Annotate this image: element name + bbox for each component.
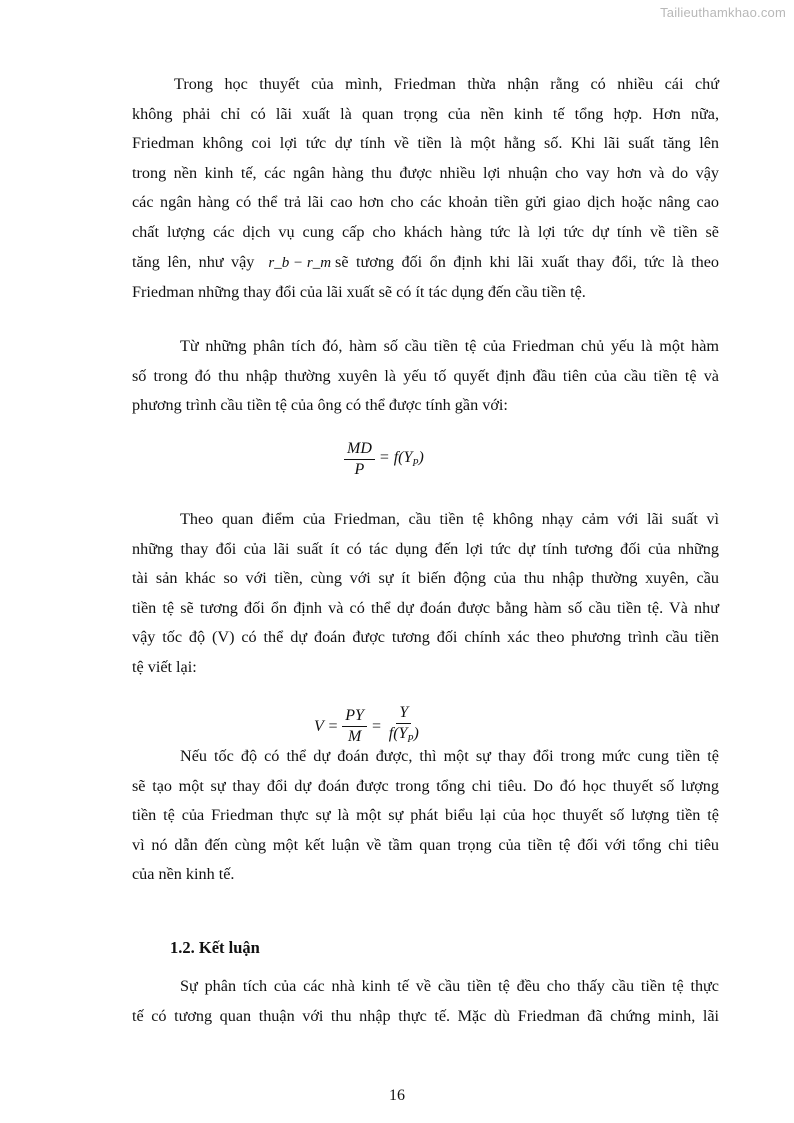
text-line: Từ những phân tích đó, hàm số cầu tiền tệ của Friedman chủ yếu là một hàm bbox=[180, 337, 719, 355]
paragraph-4 bbox=[132, 742, 719, 890]
text-segment: sẽ tương đối ổn định khi lãi xuất thay đổi, tức là theo bbox=[335, 252, 720, 271]
fraction-denominator: M bbox=[347, 728, 362, 746]
text-line: tiền tệ sẽ tương đối ổn định và có thể dự đoán được bằng hàm số cầu tiền tệ. Và như bbox=[132, 598, 719, 617]
text-line: Nếu tốc độ có thể dự đoán được, thì một sự thay đổi trong mức cung tiền tệ bbox=[180, 747, 719, 765]
text-line: Theo quan điểm của Friedman, cầu tiền tệ không nhạy cảm với lãi suất vì bbox=[180, 510, 719, 528]
fraction-denominator: $f(Y_P)$ bbox=[388, 725, 419, 746]
text-line: vì nó dẫn đến cùng một kết luận về tầm quan trọng của tiền tệ đối với tổng chi tiêu bbox=[132, 835, 719, 854]
text-line: sẽ tạo một sự thay đổi dự đoán được trong tổng chi tiêu. Do đó học thuyết số lượng bbox=[132, 776, 719, 795]
fraction-numerator: Y bbox=[396, 704, 411, 724]
formula-equals: = bbox=[370, 717, 382, 735]
paragraph-5 bbox=[132, 972, 719, 1031]
text-line: trong nền kinh tế, các ngân hàng thu được nhiều lợi nhuận cho vay hơn và do vậy bbox=[132, 163, 719, 182]
formula-lhs: V = bbox=[314, 717, 339, 735]
text-segment: tăng lên, như vậy bbox=[132, 252, 255, 271]
paragraph-3 bbox=[132, 505, 719, 683]
fraction bbox=[342, 707, 367, 746]
text-line: Friedman những thay đổi của lãi xuất sẽ có ít tác dụng đến cầu tiền tệ. bbox=[132, 283, 586, 302]
text-line: những thay đổi của lãi suất ít có tác dụng đến lợi tức dự tính tương đối của những bbox=[132, 539, 719, 558]
text-line: Friedman không coi lợi tức dự tính về tiền là một hằng số. Khi lãi suất tăng lên bbox=[132, 134, 719, 153]
formula-rhs: = $f(Y_P)$ bbox=[378, 449, 424, 470]
fraction-numerator: MD bbox=[344, 440, 375, 460]
text-line: tiền tệ của Friedman thực sự là một sự phát biểu lại của học thuyết số lượng tiền tệ bbox=[132, 806, 719, 825]
watermark: Tailieuthamkhao.com bbox=[660, 5, 786, 20]
section-heading: 1.2. Kết luận bbox=[170, 938, 260, 957]
formula-money-demand bbox=[340, 440, 424, 479]
text-line: tài sản khác so với tiền, cùng với sự ít biến động của thu nhập thường xuyên, cầu bbox=[132, 569, 719, 588]
text-line: của nền kinh tế. bbox=[132, 865, 235, 884]
text-line: Trong học thuyết của mình, Friedman thừa nhận rằng có nhiều cái chứ bbox=[174, 75, 719, 93]
fraction-denominator: P bbox=[354, 461, 365, 478]
text-line: các ngân hàng có thể trả lãi cao hơn cho các khoản tiền gửi giao dịch hoặc nâng cao bbox=[132, 193, 719, 212]
fraction-numerator: PY bbox=[342, 707, 367, 727]
inline-math-rb-rm: r_b − r_m bbox=[268, 254, 332, 271]
text-line: tệ viết lại: bbox=[132, 657, 197, 676]
paragraph-2 bbox=[132, 332, 719, 421]
paragraph-1 bbox=[132, 70, 719, 308]
page-number: 16 bbox=[389, 1087, 405, 1104]
text-line: phương trình cầu tiền tệ của ông có thể được tính gần với: bbox=[132, 396, 508, 415]
text-line-with-math bbox=[132, 248, 719, 279]
fraction bbox=[344, 440, 375, 479]
text-line: vậy tốc độ (V) có thể dự đoán được tương đối chính xác theo phương trình cầu tiền bbox=[132, 628, 719, 647]
text-line: không phải chỉ có lãi xuất là quan trọng của nền kinh tế tổng hợp. Hơn nữa, bbox=[132, 104, 719, 123]
text-line: tế có tương quan thuận với thu nhập thực tế. Mặc dù Friedman đã chứng minh, lãi bbox=[132, 1006, 719, 1025]
text-line: Sự phân tích của các nhà kinh tế về cầu tiền tệ đều cho thấy cầu tiền tệ thực bbox=[180, 977, 719, 995]
text-line: số trong đó thu nhập thường xuyên là yếu tố quyết định đầu tiên của cầu tiền tệ và bbox=[132, 366, 719, 385]
text-line: chất lượng các dịch vụ cung cấp cho khách hàng tức là lợi tức dự tính về tiền sẽ bbox=[132, 222, 719, 241]
